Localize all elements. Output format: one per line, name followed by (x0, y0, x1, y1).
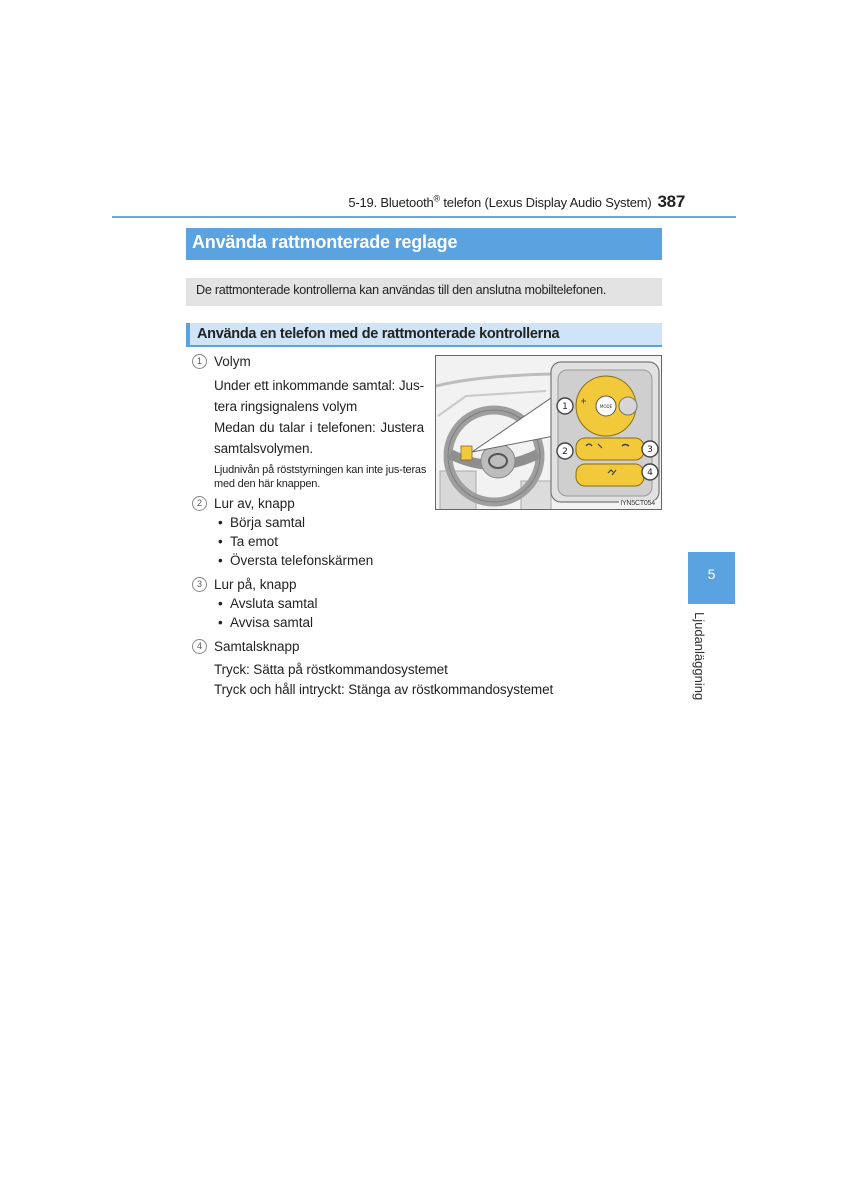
item-number-3: 3 (192, 577, 207, 592)
item-number-4: 4 (192, 639, 207, 654)
svg-text:1: 1 (562, 402, 568, 412)
registered-mark: ® (433, 193, 440, 204)
section-reference (348, 195, 651, 210)
subsection-title: Använda en telefon med de rattmonterade kontrollerna (186, 323, 662, 347)
chapter-label: Ljudanläggning (692, 612, 707, 701)
chapter-tab: 5 (688, 552, 735, 604)
bullet-dot-icon: • (218, 615, 223, 630)
svg-text:3: 3 (647, 445, 653, 455)
item-line: Tryck och håll intryckt: Stänga av röstkommandosystemet (214, 682, 554, 697)
item-label: Samtalsknapp (214, 639, 300, 654)
section-suffix: telefon (Lexus Display Audio System) (439, 195, 652, 210)
bullet-item (218, 613, 313, 633)
bullet-dot-icon: • (218, 553, 223, 568)
svg-text:2: 2 (562, 447, 568, 457)
intro-text: De rattmonterade kontrollerna kan användas till den anslutna mobiltelefonen. (186, 278, 662, 306)
item-paragraph: Under ett inkommande samtal: Jus-tera ringsignalens volym (214, 378, 424, 414)
item-note: Ljudnivån på röststyrningen kan inte jus-teras med den här knappen. (214, 464, 427, 490)
item-label: Lur på, knapp (214, 577, 297, 592)
header-rule (112, 216, 736, 218)
section-title: Använda rattmonterade reglage (186, 228, 662, 260)
item-label: Lur av, knapp (214, 496, 295, 511)
bullet-dot-icon: • (218, 534, 223, 549)
item-label: Volym (214, 354, 251, 369)
steering-wheel-figure (436, 356, 662, 510)
bullet-text: Avsluta samtal (230, 596, 318, 611)
running-header (300, 192, 685, 214)
bullet-item (218, 513, 305, 533)
svg-text:4: 4 (647, 468, 653, 478)
figure-code: IYN5CT054 (620, 500, 655, 507)
item-number-2: 2 (192, 496, 207, 511)
bullet-text: Avvisa samtal (230, 615, 314, 630)
steering-controls-figure (435, 355, 662, 510)
bullet-text: Översta telefonskärmen (230, 553, 374, 568)
item-line: Tryck: Sätta på röstkommandosystemet (214, 662, 448, 677)
bullet-dot-icon: • (218, 515, 223, 530)
bullet-dot-icon: • (218, 596, 223, 611)
item-paragraph: Medan du talar i telefonen: Justera samtalsvolymen. (214, 420, 424, 456)
page-number: 387 (657, 192, 685, 211)
bullet-item (218, 532, 278, 552)
section-prefix: 5-19. Bluetooth (348, 195, 434, 210)
bullet-text: Ta emot (230, 534, 279, 549)
svg-text:MODE: MODE (599, 404, 613, 409)
item-number-1: 1 (192, 354, 207, 369)
bullet-item (218, 594, 318, 614)
bullet-item (218, 551, 373, 571)
bullet-text: Börja samtal (230, 515, 306, 530)
